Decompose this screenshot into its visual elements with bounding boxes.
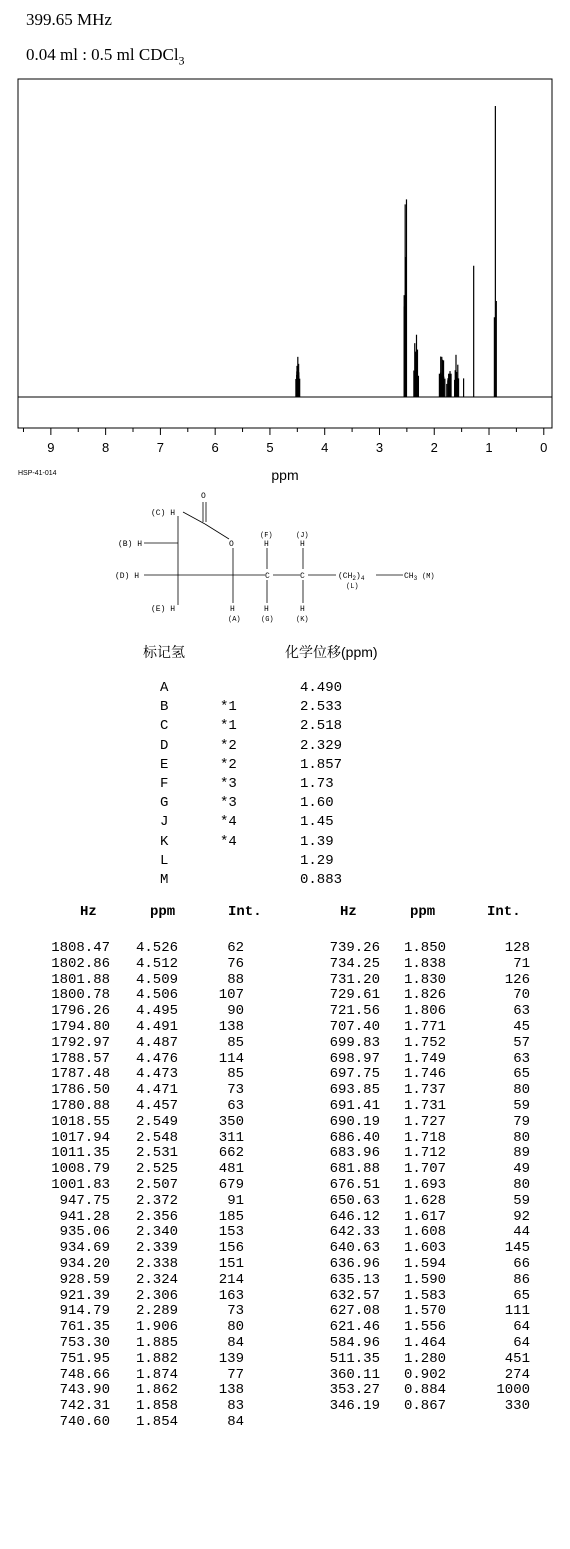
peak-cell-int: 185 [218,1208,244,1225]
peak-cell-int: 85 [227,1066,244,1083]
assignment-label: K [160,833,169,850]
x-tick-label: 4 [321,440,329,455]
peak-cell-hz: 1008.79 [51,1161,110,1178]
assignment-note: *1 [220,699,237,716]
assignment-shift: 2.329 [300,737,343,754]
peak-cell-int: 90 [227,1003,244,1020]
peak-cell-hz: 691.41 [329,1097,380,1114]
peak-cell-int: 45 [513,1018,530,1035]
peak-cell-hz: 636.96 [329,1255,380,1272]
peak-cell-ppm: 1.594 [403,1255,446,1272]
peak-cell-int: 83 [227,1398,244,1415]
peak-cell-ppm: 1.771 [403,1018,446,1035]
assignment-label: C [160,718,169,735]
peak-cell-hz: 621.46 [329,1319,380,1336]
atom-H-G: H [264,605,269,614]
peak-cell-ppm: 2.507 [135,1176,178,1193]
peak-cell-ppm: 2.324 [135,1271,178,1288]
peak-cell-ppm: 2.306 [135,1287,178,1304]
label-B: (B) H [118,540,143,549]
x-tick-label: 2 [430,440,438,455]
atom-H-J: H [300,540,305,549]
peak-cell-hz: 1796.26 [51,1003,110,1020]
peak-cell-int: 350 [218,1113,244,1130]
peak-cell-hz: 686.40 [329,1129,380,1146]
assignment-label: G [160,795,169,812]
peak-cell-ppm: 1.608 [403,1224,446,1241]
peak-cell-ppm: 1.752 [403,1034,446,1051]
peak-cell-hz: 1801.88 [51,971,110,988]
peak-cell-hz: 739.26 [329,940,380,956]
peak-cell-ppm: 2.548 [135,1129,178,1146]
peak-cell-hz: 584.96 [329,1334,380,1351]
peak-cell-int: 80 [513,1082,530,1099]
right-header-ppm: ppm [410,904,436,920]
assignment-note: *2 [220,756,237,773]
atom-H-F: H [264,540,269,549]
assignment-note: *1 [220,718,237,735]
peak-cell-ppm: 1.464 [403,1334,446,1351]
left-header-ppm: ppm [150,904,176,920]
left-header-hz: Hz [80,904,97,920]
peak-cell-int: 80 [227,1319,244,1336]
atom-C2: C [300,572,305,581]
peak-cell-int: 274 [504,1366,530,1383]
x-tick-label: 6 [211,440,219,455]
peak-cell-hz: 683.96 [329,1145,380,1162]
right-column-ppm [366,941,446,1415]
peak-cell-ppm: 1.874 [135,1366,178,1383]
assignment-row [160,737,380,756]
label-D: (D) H [115,572,140,581]
peak-cell-int: 49 [513,1161,530,1178]
peak-cell-ppm: 4.471 [135,1082,178,1099]
assignment-shift: 1.29 [300,852,334,869]
peak-cell-hz: 693.85 [329,1082,380,1099]
atom-H-K: H [300,605,305,614]
peak-cell-int: 59 [513,1192,530,1209]
peak-cell-hz: 928.59 [59,1271,110,1288]
peak-cell-int: 64 [513,1319,530,1336]
peak-cell-ppm: 1.556 [403,1319,446,1336]
peak-cell-ppm: 4.473 [135,1066,178,1083]
peak-cell-ppm: 1.850 [403,940,446,956]
peak-cell-ppm: 2.549 [135,1113,178,1130]
peak-cell-hz: 353.27 [329,1382,380,1399]
peak-cell-hz: 650.63 [329,1192,380,1209]
assignment-row [160,717,380,736]
assignment-shift: 1.60 [300,795,334,812]
peak-cell-int: 138 [218,1382,244,1399]
peak-cell-ppm: 2.356 [135,1208,178,1225]
peak-cell-int: 662 [218,1145,244,1162]
assignment-row [160,813,380,832]
peak-cell-ppm: 4.457 [135,1097,178,1114]
peak-cell-ppm: 0.884 [403,1382,446,1399]
assignment-note: *3 [220,776,237,793]
spectrum-code: HSP-41-014 [18,470,57,477]
assignment-label: J [160,814,169,831]
peak-cell-int: 73 [227,1082,244,1099]
peak-cell-int: 71 [513,955,530,972]
right-header-hz: Hz [340,904,357,920]
peak-cell-hz: 751.95 [59,1350,110,1367]
label-E: (E) H [151,605,176,614]
assignment-row [160,794,380,813]
sample-prefix: 0.04 ml : 0.5 ml CDCl [26,45,179,64]
peak-cell-int: 138 [218,1018,244,1035]
peak-cell-ppm: 1.838 [403,955,446,972]
peak-cell-int: 153 [218,1224,244,1241]
peak-cell-int: 84 [227,1413,244,1430]
right-header-int: Int. [487,904,521,920]
atom-C1: C [265,572,270,581]
label-F: (F) [260,532,273,540]
peak-cell-hz: 1794.80 [51,1018,110,1035]
peak-cell-hz: 1786.50 [51,1082,110,1099]
peak-cell-hz: 734.25 [329,955,380,972]
peak-cell-int: 63 [513,1003,530,1020]
peak-cell-ppm: 1.885 [135,1334,178,1351]
peak-cell-ppm: 1.830 [403,971,446,988]
peak-cell-int: 139 [218,1350,244,1367]
right-column-int [450,941,530,1415]
assignment-row [160,756,380,775]
peak-cell-ppm: 1.628 [403,1192,446,1209]
assignment-header-shift: 化学位移(ppm) [285,644,378,660]
peak-cell-hz: 740.60 [59,1413,110,1430]
peak-cell-hz: 1001.83 [51,1176,110,1193]
peak-cell-ppm: 1.749 [403,1050,446,1067]
label-K: (K) [296,616,309,624]
peak-cell-int: 66 [513,1255,530,1272]
peak-cell-hz: 1017.94 [51,1129,110,1146]
peak-cell-ppm: 1.693 [403,1176,446,1193]
assignment-row [160,833,380,852]
peak-cell-int: 84 [227,1334,244,1351]
peak-cell-int: 63 [227,1097,244,1114]
peak-cell-hz: 646.12 [329,1208,380,1225]
peak-cell-int: 80 [513,1129,530,1146]
peak-cell-hz: 1011.35 [51,1145,110,1162]
assignment-note [220,852,300,871]
peak-cell-hz: 914.79 [59,1303,110,1320]
assignment-label: A [160,680,169,696]
peak-cell-ppm: 4.491 [135,1018,178,1035]
peak-cell-ppm: 2.339 [135,1240,178,1257]
peak-cell-ppm: 1.862 [135,1382,178,1399]
peak-cell-ppm: 1.882 [135,1350,178,1367]
peak-cell-hz: 748.66 [59,1366,110,1383]
chain-group: $(CH_2)_4$ [338,572,365,582]
peak-cell-int: 86 [513,1271,530,1288]
peak-cell-hz: 627.08 [329,1303,380,1320]
peak-cell-hz: 1788.57 [51,1050,110,1067]
peak-cell-ppm: 1.806 [403,1003,446,1020]
peak-cell-hz: 753.30 [59,1334,110,1351]
left-column-int [164,941,244,1431]
peak-cell-ppm: 1.746 [403,1066,446,1083]
peak-cell-hz: 1792.97 [51,1034,110,1051]
peak-cell-ppm: 1.712 [403,1145,446,1162]
peak-cell-hz: 697.75 [329,1066,380,1083]
peak-cell-ppm: 2.531 [135,1145,178,1162]
assignment-note: *4 [220,833,237,850]
peak-cell-int: 88 [227,971,244,988]
assignment-shift: 2.518 [300,718,343,735]
peak-cell-ppm: 1.826 [403,987,446,1004]
peak-cell-int: 126 [504,971,530,988]
label-A: (A) [228,616,241,624]
assignment-row [160,775,380,794]
peak-cell-hz: 1800.78 [51,987,110,1004]
assignment-shift: 1.45 [300,814,334,831]
peak-cell-int: 92 [513,1208,530,1225]
peak-cell-ppm: 1.858 [135,1398,178,1415]
assignment-shift: 4.490 [300,680,343,696]
assignment-note: *3 [220,795,237,812]
assignment-shift: 1.39 [300,833,334,850]
label-G: (G) [261,616,274,624]
peak-cell-int: 59 [513,1097,530,1114]
peak-cell-hz: 1787.48 [51,1066,110,1083]
peak-cell-int: 481 [218,1161,244,1178]
sample-subscript: 3 [178,53,185,68]
peak-cell-ppm: 4.487 [135,1034,178,1051]
peak-cell-int: 451 [504,1350,530,1367]
peak-cell-hz: 743.90 [59,1382,110,1399]
peak-cell-ppm: 1.906 [135,1319,178,1336]
assignment-header-label: 标记氢 [143,644,185,660]
peak-cell-hz: 1802.86 [51,955,110,972]
peak-cell-ppm: 1.617 [403,1208,446,1225]
atom-H-A: H [230,605,235,614]
assignment-label: M [160,872,169,889]
assignment-row [160,852,380,871]
peak-cell-int: 57 [513,1034,530,1051]
peak-cell-ppm: 2.340 [135,1224,178,1241]
x-tick-label: 5 [266,440,274,455]
peak-cell-ppm: 1.280 [403,1350,446,1367]
assignment-note: *2 [220,737,237,754]
peak-cell-hz: 681.88 [329,1161,380,1178]
peak-cell-int: 128 [504,940,530,956]
peak-cell-int: 64 [513,1334,530,1351]
peak-cell-int: 77 [227,1366,244,1383]
x-tick-label: 8 [102,440,110,455]
peak-cell-ppm: 1.718 [403,1129,446,1146]
peak-cell-int: 73 [227,1303,244,1320]
peak-cell-int: 91 [227,1192,244,1209]
x-tick-label: 3 [375,440,384,455]
peak-cell-int: 76 [227,955,244,972]
peak-cell-hz: 676.51 [329,1176,380,1193]
peak-cell-hz: 632.57 [329,1287,380,1304]
peak-cell-ppm: 1.570 [403,1303,446,1320]
peak-cell-int: 111 [504,1303,530,1320]
spectrometer-frequency: 399.65 MHz [26,10,112,29]
peak-cell-int: 44 [513,1224,530,1241]
peak-cell-hz: 699.83 [329,1034,380,1051]
assignment-row [160,679,380,698]
peak-cell-int: 79 [513,1113,530,1130]
peak-cell-int: 679 [218,1176,244,1193]
peak-cell-hz: 729.61 [329,987,380,1004]
peak-cell-hz: 690.19 [329,1113,380,1130]
assignment-row [160,698,380,717]
x-tick-label: 0 [540,440,548,455]
peak-cell-hz: 698.97 [329,1050,380,1067]
assignment-table [160,679,380,890]
peak-cell-hz: 731.20 [329,971,380,988]
peak-cell-ppm: 2.525 [135,1161,178,1178]
assignment-note [220,679,300,698]
assignment-shift: 1.73 [300,776,334,793]
atom-O-ring: O [229,540,234,549]
atom-O-carbonyl: O [201,492,206,501]
peak-cell-int: 214 [218,1271,244,1288]
peak-cell-hz: 640.63 [329,1240,380,1257]
peak-cell-int: 80 [513,1176,530,1193]
peak-cell-int: 65 [513,1066,530,1083]
peak-cell-hz: 1780.88 [51,1097,110,1114]
peak-cell-hz: 642.33 [329,1224,380,1241]
peak-cell-ppm: 1.707 [403,1161,446,1178]
label-L: (L) [346,583,359,591]
peak-cell-int: 151 [218,1255,244,1272]
peak-cell-int: 145 [504,1240,530,1257]
assignment-label: E [160,756,169,773]
peak-cell-ppm: 2.372 [135,1192,178,1209]
x-axis-label: ppm [271,467,299,483]
peak-cell-ppm: 4.476 [135,1050,178,1067]
peak-cell-ppm: 1.737 [403,1082,446,1099]
molecule-structure [0,0,570,640]
peak-cell-int: 1000 [496,1382,530,1399]
assignment-label: F [160,776,169,793]
bonds [144,502,403,605]
peak-cell-ppm: 1.583 [403,1287,446,1304]
peak-cell-int: 63 [513,1050,530,1067]
peak-cell-hz: 921.39 [59,1287,110,1304]
peak-cell-ppm: 0.902 [403,1366,446,1383]
assignment-shift: 1.857 [300,756,343,773]
peak-cell-hz: 707.40 [329,1018,380,1035]
peak-cell-ppm: 4.506 [135,987,178,1004]
peak-cell-ppm: 1.727 [403,1113,446,1130]
peak-cell-int: 65 [513,1287,530,1304]
peak-cell-hz: 947.75 [59,1192,110,1209]
peak-cell-hz: 1018.55 [51,1113,110,1130]
peak-cell-int: 311 [218,1129,244,1146]
peak-cell-hz: 511.35 [329,1350,380,1367]
peak-cell-ppm: 0.867 [403,1398,446,1415]
peak-cell-int: 85 [227,1034,244,1051]
peak-cell-hz: 935.06 [59,1224,110,1241]
peak-cell-hz: 346.19 [329,1398,380,1415]
peak-cell-ppm: 1.731 [403,1097,446,1114]
peak-cell-int: 163 [218,1287,244,1304]
peak-cell-int: 89 [513,1145,530,1162]
x-tick-label: 1 [485,440,493,455]
peak-cell-hz: 635.13 [329,1271,380,1288]
peak-cell-hz: 761.35 [59,1319,110,1336]
assignment-row [160,871,380,890]
assignment-label: D [160,737,169,754]
peak-cell-int: 114 [218,1050,244,1067]
peak-cell-int: 70 [513,987,530,1004]
peak-cell-hz: 721.56 [329,1003,380,1020]
peak-cell-int: 156 [218,1240,244,1257]
x-tick-label: 9 [47,440,55,455]
assignment-shift: 2.533 [300,699,343,716]
assignment-shift: 0.883 [300,872,343,889]
peak-cell-ppm: 2.289 [135,1303,178,1320]
peak-cell-int: 330 [504,1398,530,1415]
peak-cell-hz: 1808.47 [51,940,110,956]
peak-cell-int: 107 [218,987,244,1004]
peak-cell-hz: 941.28 [59,1208,110,1225]
peak-cell-ppm: 4.512 [135,955,178,972]
peak-cell-hz: 742.31 [59,1398,110,1415]
methyl-group: $CH_3$ (M) [404,572,435,582]
peak-cell-hz: 934.20 [59,1255,110,1272]
label-J: (J) [296,532,309,540]
peak-cell-ppm: 2.338 [135,1255,178,1272]
peak-cell-ppm: 1.590 [403,1271,446,1288]
assignment-label: L [160,852,169,869]
peak-cell-ppm: 1.854 [135,1413,178,1430]
assignment-note: *4 [220,814,237,831]
peak-cell-ppm: 4.526 [135,940,178,956]
peak-cell-hz: 360.11 [329,1366,380,1383]
peak-cell-ppm: 4.495 [135,1003,178,1020]
peak-cell-int: 62 [227,940,244,956]
left-header-int: Int. [228,904,262,920]
label-C: (C) H [151,509,176,518]
assignment-label: B [160,699,169,716]
peak-cell-hz: 934.69 [59,1240,110,1257]
assignment-note [220,871,300,890]
peak-cell-ppm: 1.603 [403,1240,446,1257]
peak-cell-ppm: 4.509 [135,971,178,988]
x-tick-label: 7 [156,440,165,455]
